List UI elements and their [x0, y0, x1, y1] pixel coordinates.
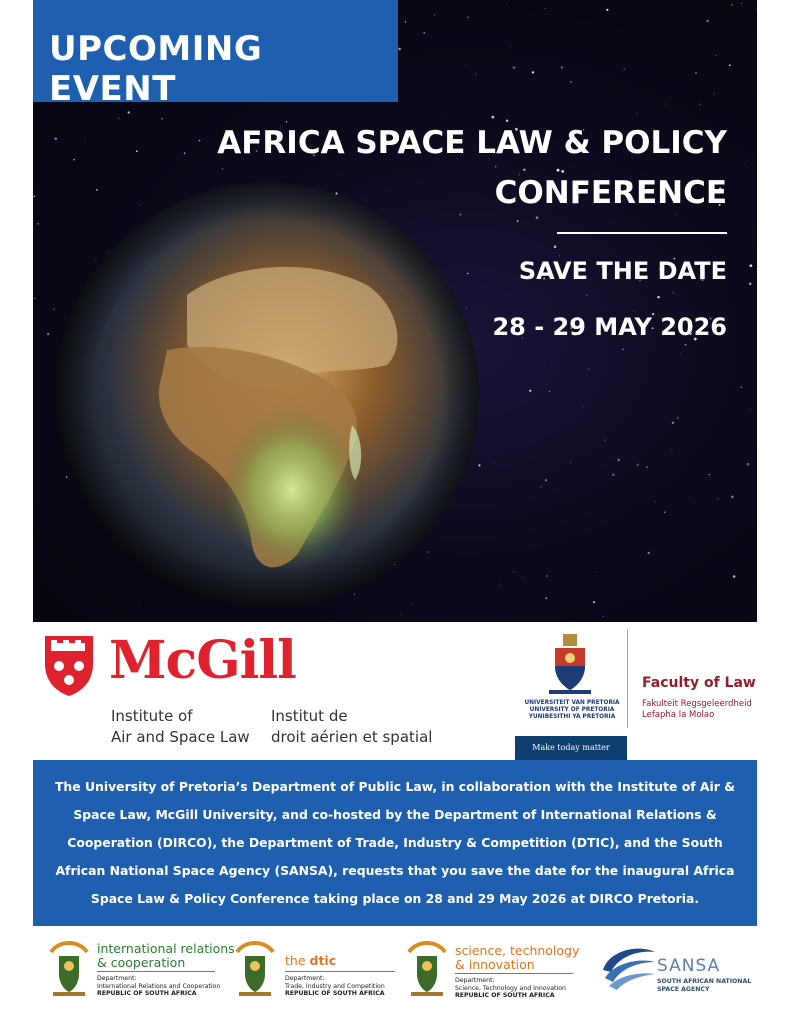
dtic-wordmark: dtic: [309, 953, 337, 968]
star: [717, 498, 719, 500]
star: [714, 93, 715, 94]
star: [405, 21, 406, 22]
dirco-dept-label: Department:: [97, 975, 137, 982]
star: [655, 501, 656, 502]
star: [750, 409, 751, 410]
star: [756, 8, 757, 9]
star: [549, 391, 550, 392]
star: [603, 616, 604, 617]
star: [699, 104, 700, 105]
faculty-af: Fakulteit Regsgeleerdheid: [642, 699, 752, 709]
star: [544, 8, 545, 9]
star: [657, 296, 659, 298]
title-line-1: AFRICA SPACE LAW & POLICY: [217, 125, 727, 161]
star: [493, 463, 494, 464]
star: [595, 572, 596, 573]
star: [672, 422, 674, 424]
star: [136, 150, 138, 152]
star: [513, 66, 516, 69]
title-line-2: CONFERENCE: [494, 175, 727, 211]
star: [745, 164, 746, 165]
star: [73, 159, 75, 161]
star: [434, 14, 435, 15]
star: [523, 578, 524, 579]
dtic-dept: Trade, Industry and Competition: [285, 982, 385, 990]
star: [695, 72, 697, 74]
dtic-name: [285, 954, 336, 968]
star: [593, 601, 595, 603]
star: [605, 440, 606, 441]
star: [606, 9, 608, 11]
up-name-st: YUNIBESITHI YA PRETORIA: [528, 714, 616, 720]
coat-of-arms-icon: [47, 938, 91, 998]
dsti-dept: Science, Technology and Innovation: [455, 984, 566, 992]
coat-of-arms-icon: [405, 938, 449, 998]
dtic-dept-label: Department:: [285, 975, 325, 982]
star: [586, 294, 588, 296]
event-poster: [33, 0, 757, 1024]
star: [510, 46, 511, 47]
star: [749, 283, 752, 286]
star: [423, 32, 425, 34]
star: [37, 223, 39, 225]
star: [517, 220, 519, 222]
star: [34, 196, 35, 197]
star: [731, 495, 734, 498]
star: [84, 138, 85, 139]
star: [466, 65, 467, 66]
star: [545, 597, 547, 599]
dirco-department: [97, 975, 220, 998]
star: [545, 366, 546, 367]
star: [612, 474, 614, 476]
dirco-dept: International Relations and Cooperation: [97, 982, 221, 990]
star: [540, 486, 541, 487]
up-name-en: UNIVERSITY OF PRETORIA: [529, 707, 615, 713]
banner-label: UPCOMING EVENT: [49, 29, 263, 109]
dsti-name-line-1: science, technology: [455, 943, 580, 958]
dsti-country: REPUBLIC OF SOUTH AFRICA: [455, 992, 555, 999]
star: [561, 66, 563, 68]
star: [588, 369, 589, 370]
star: [445, 115, 446, 116]
star: [706, 20, 708, 22]
star: [634, 311, 635, 312]
star: [554, 245, 557, 248]
dirco-country: REPUBLIC OF SOUTH AFRICA: [97, 990, 197, 997]
sansa-swoosh-icon: [599, 940, 659, 992]
pretoria-names: [517, 700, 627, 721]
dtic-rule: [285, 971, 395, 972]
upcoming-event-banner: [33, 0, 398, 109]
star: [398, 48, 401, 51]
star: [689, 498, 690, 499]
up-name-af: UNIVERSITEIT VAN PRETORIA: [524, 700, 620, 706]
star: [672, 449, 673, 450]
dsti-rule: [455, 973, 573, 974]
star: [677, 417, 678, 418]
star: [609, 457, 610, 458]
institute-name-en: [111, 706, 271, 748]
institute-fr-line-2: droit aérien et spatial: [271, 728, 433, 746]
star: [708, 474, 709, 475]
sansa-fullname: [657, 978, 751, 994]
star: [506, 4, 507, 5]
star: [622, 349, 623, 350]
star: [545, 479, 547, 481]
star: [532, 71, 534, 73]
dsti-name-line-2: & innovation: [455, 957, 535, 972]
sansa-sub-line-1: SOUTH AFRICAN NATIONAL: [657, 978, 752, 985]
dtic-prefix: the: [285, 953, 310, 968]
institute-en-line-1: Institute of: [111, 707, 193, 725]
logo-divider: [627, 630, 628, 728]
star: [34, 298, 35, 299]
star: [118, 118, 119, 119]
star: [636, 112, 637, 113]
star: [637, 464, 639, 466]
pretoria-tagline: Make today matter: [515, 736, 627, 760]
dsti-name: [455, 944, 579, 972]
star: [513, 571, 514, 572]
star: [747, 463, 750, 466]
event-dates: 28 - 29 MAY 2026: [492, 313, 727, 341]
star: [729, 64, 731, 66]
star: [646, 466, 648, 468]
star: [731, 4, 733, 6]
institute-en-line-2: Air and Space Law: [111, 728, 250, 746]
partner-logos: [33, 926, 757, 1024]
dirco-rule: [97, 971, 215, 972]
sansa-sub-line-2: SPACE AGENCY: [657, 986, 710, 993]
mcgill-wordmark: McGill: [109, 630, 296, 691]
star: [741, 3, 742, 4]
sansa-wordmark: SANSA: [657, 956, 721, 976]
mcgill-shield-icon: [43, 634, 95, 698]
faculty-translations: [642, 699, 752, 721]
star: [617, 459, 620, 462]
earth-globe-image: [47, 175, 487, 615]
announcement-text: The University of Pretoria’s Department of Public Law, in collaboration with the Institute of Air & Space Law, McGill University, and co-hosted by the Department of International Relations & Cooperation (DIRCO), the Department of Trade, Industry & Competition (DTIC), and the South African National Space Agency (SANSA), requests that you save the date for the inaugural Africa Space Law & Policy Conference taking place on 28 and 29 May 2026 at DIRCO Pretoria.: [33, 760, 757, 926]
star: [624, 68, 625, 69]
conference-title: [167, 118, 727, 218]
star: [529, 390, 531, 392]
star: [666, 104, 667, 105]
pretoria-crest-icon: [545, 632, 595, 696]
dtic-country: REPUBLIC OF SOUTH AFRICA: [285, 990, 385, 997]
star: [673, 292, 674, 293]
dtic-department: [285, 975, 385, 998]
star: [715, 55, 716, 56]
star: [161, 118, 162, 119]
star: [570, 461, 571, 462]
title-divider: [557, 232, 727, 234]
star: [570, 81, 571, 82]
star: [582, 406, 583, 407]
star: [54, 138, 57, 141]
star: [467, 16, 469, 18]
dirco-name: [97, 942, 235, 970]
star: [499, 584, 500, 585]
star: [546, 575, 548, 577]
star: [741, 387, 742, 388]
star: [750, 264, 753, 267]
hero-section: [33, 0, 757, 622]
star: [475, 74, 476, 75]
faculty-st: Lefapha la Molao: [642, 710, 715, 720]
dsti-department: [455, 977, 566, 1000]
institute-name-fr: [271, 706, 461, 748]
faculty-of-law: Faculty of Law: [642, 675, 756, 691]
dsti-dept-label: Department:: [455, 977, 495, 984]
star: [733, 575, 736, 578]
dirco-name-line-1: international relations: [97, 941, 235, 956]
star: [680, 353, 681, 354]
star: [664, 511, 665, 512]
star: [128, 111, 130, 113]
host-logos: [33, 622, 757, 760]
institute-fr-line-1: Institut de: [271, 707, 348, 725]
coat-of-arms-icon: [233, 938, 277, 998]
dirco-name-line-2: & cooperation: [97, 955, 186, 970]
star: [685, 344, 687, 346]
star: [648, 552, 650, 554]
save-the-date-label: SAVE THE DATE: [518, 257, 727, 285]
